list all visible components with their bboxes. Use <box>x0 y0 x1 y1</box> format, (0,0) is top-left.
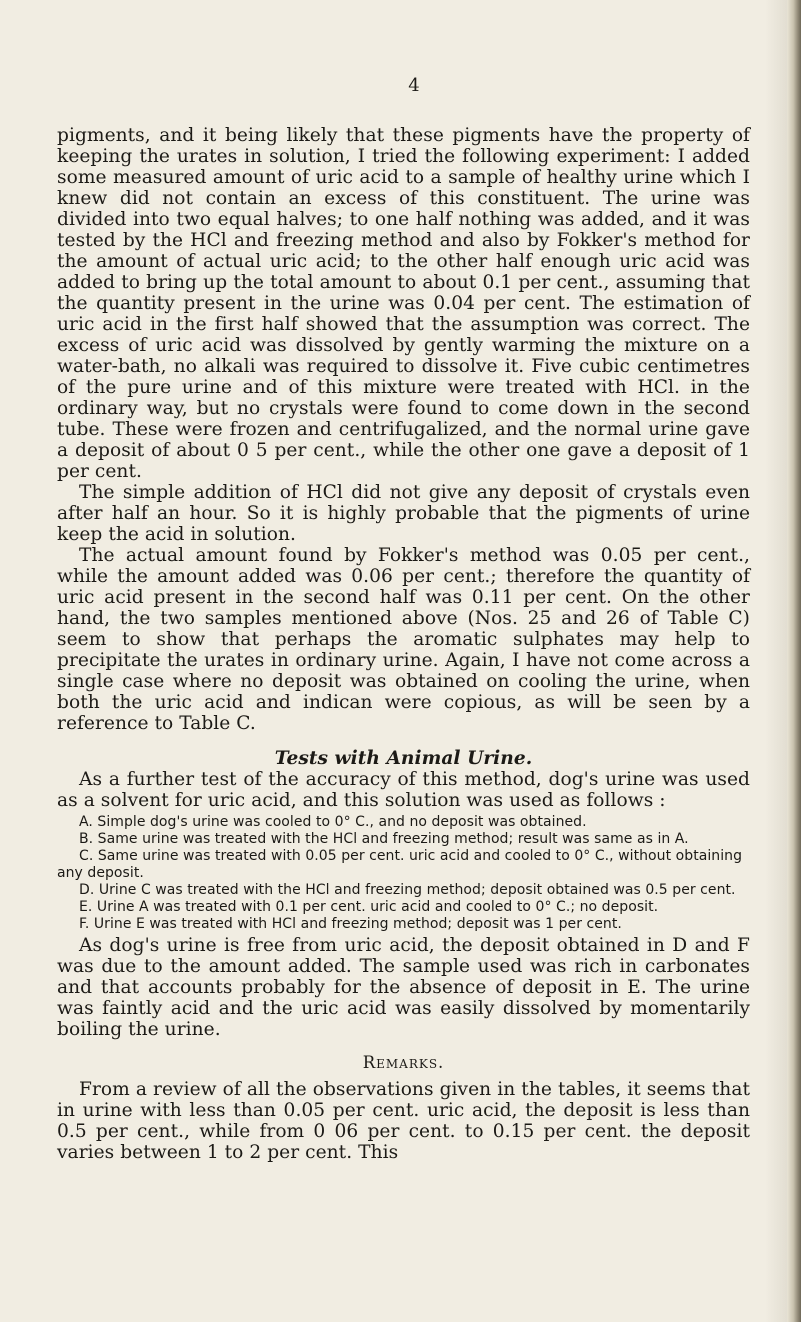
page-edge-shadow <box>787 0 801 1322</box>
paragraph-pigments: pigments, and it being likely that these pigments have the property of keeping the urates in solution, I tried the following experiment: I added some measured amount of uric acid to a sample of healthy urine which I knew did not contain an excess of this constituent. The urine was divided into two equal halves; to one half nothing was added, and it was tested by the HCl and freezing method and also by Fokker's method for the amount of actual uric acid; to the other half enough uric acid was added to bring up the total amount to about 0.1 per cent., assuming that the quantity present in the urine was 0.04 per cent. The estimation of uric acid in the first half showed that the assumption was correct. The excess of uric acid was dissolved by gently warming the mixture on a water-bath, no alkali was required to dissolve it. Five cubic centimetres of the pure urine and of this mixture were treated with HCl. in the ordinary way, but no crystals were found to come down in the second tube. These were frozen and centrifugalized, and the normal urine gave a deposit of about 0 5 per cent., while the other one gave a deposit of 1 per cent. <box>57 125 750 482</box>
experiment-list <box>57 814 750 933</box>
section-heading-tests: Tests with Animal Urine. <box>274 748 533 769</box>
list-item-c: C. Same urine was treated with 0.05 per cent. uric acid and cooled to 0° C., without obtaining any deposit. <box>57 848 743 881</box>
paragraph-simple-addition: The simple addition of HCl did not give any deposit of crystals even after half an hour. So it is highly probable that the pigments of urine keep the acid in solution. <box>57 482 750 545</box>
section-heading-remarks: Remarks. <box>362 1053 445 1072</box>
page-number: 4 <box>408 75 420 96</box>
paragraph-dogs-urine: As dog's urine is free from uric acid, the deposit obtained in D and F was due to the amount added. The sample used was rich in carbonates and that accounts probably for the absence of deposit in E. The urine was faintly acid and the uric acid was easily dissolved by momentarily boiling the urine. <box>57 935 750 1040</box>
page-edge-gradient <box>765 0 787 1322</box>
list-item-e: E. Urine A was treated with 0.1 per cent. uric acid and cooled to 0° C.; no deposit. <box>79 899 659 915</box>
list-item-a: A. Simple dog's urine was cooled to 0° C., and no deposit was obtained. <box>79 814 587 830</box>
list-item-f: F. Urine E was treated with HCl and freezing method; deposit was 1 per cent. <box>79 916 622 932</box>
body-text <box>57 125 750 1163</box>
paragraph-review: From a review of all the observations given in the tables, it seems that in urine with less than 0.05 per cent. uric acid, the deposit is less than 0.5 per cent., while from 0 06 per cent. to 0.15 per cent. the deposit varies between 1 to 2 per cent. This <box>57 1079 750 1163</box>
paragraph-further-test: As a further test of the accuracy of this method, dog's urine was used as a solvent for uric acid, and this solution was used as follows : <box>57 769 750 811</box>
list-item-d: D. Urine C was treated with the HCl and freezing method; deposit obtained was 0.5 per cent. <box>79 882 736 898</box>
list-item-b: B. Same urine was treated with the HCl and freezing method; result was same as in A. <box>79 831 689 847</box>
paragraph-actual-amount: The actual amount found by Fokker's method was 0.05 per cent., while the amount added was 0.06 per cent.; therefore the quantity of uric acid present in the second half was 0.11 per cent. On the other hand, the two samples mentioned above (Nos. 25 and 26 of Table C) seem to show that perhaps the aromatic sulphates may help to precipitate the urates in ordinary urine. Again, I have not come across a single case where no deposit was obtained on cooling the urine, when both the uric acid and indican were copious, as will be seen by a reference to Table C. <box>57 545 750 734</box>
